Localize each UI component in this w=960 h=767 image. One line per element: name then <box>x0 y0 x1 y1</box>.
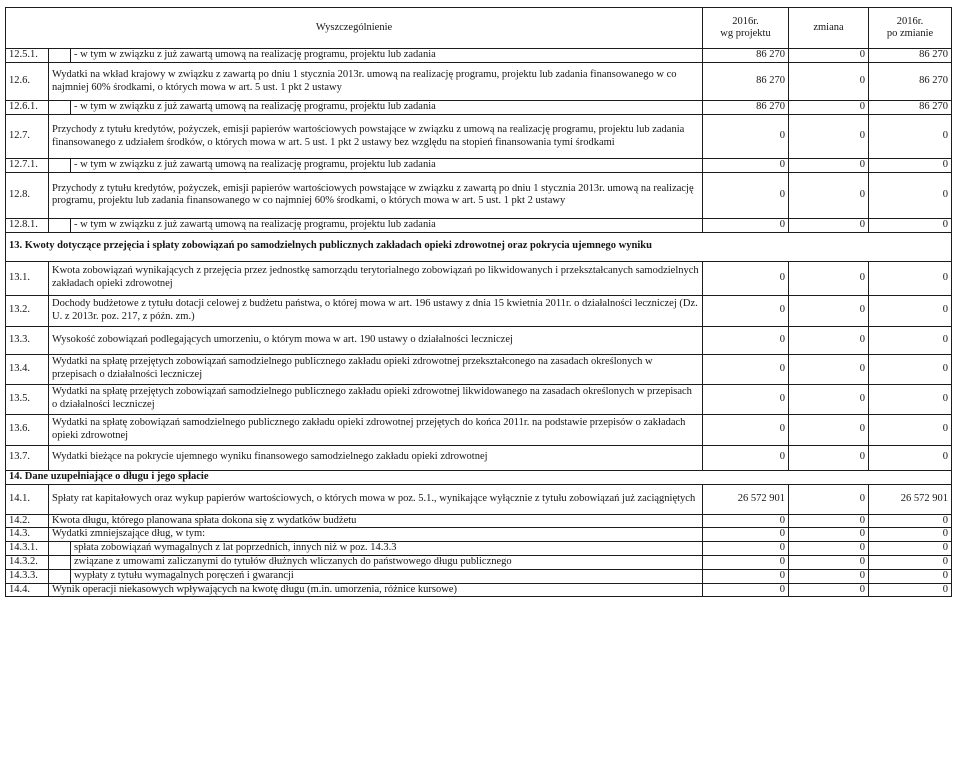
value-after-change: 0 <box>869 326 952 354</box>
section-title: 14. Dane uzupełniające o długu i jego spłacie <box>6 470 952 484</box>
table-row <box>6 569 952 583</box>
value-projected: 0 <box>703 218 789 232</box>
header-row <box>6 8 952 49</box>
value-after-change: 0 <box>869 115 952 159</box>
value-change: 0 <box>789 49 869 63</box>
row-description: - w tym w związku z już zawartą umową na realizację programu, projektu lub zadania <box>71 101 703 115</box>
value-after-change: 0 <box>869 542 952 556</box>
value-projected: 86 270 <box>703 49 789 63</box>
row-description: Wysokość zobowiązań podlegających umorzeniu, o którym mowa w art. 190 ustawy o działalności leczniczej <box>49 326 703 354</box>
table-row <box>6 295 952 326</box>
indent-cell <box>49 555 71 569</box>
row-description: - w tym w związku z już zawartą umową na realizację programu, projektu lub zadania <box>71 49 703 63</box>
value-after-change: 0 <box>869 528 952 542</box>
row-description: - w tym w związku z już zawartą umową na realizację programu, projektu lub zadania <box>71 159 703 173</box>
value-projected: 26 572 901 <box>703 484 789 514</box>
row-description: Wydatki na wkład krajowy w związku z zawartą po dniu 1 stycznia 2013r. umową na realizację programu, projektu lub zadania finansowanego w co najmniej 60% środkami, o których mowa w art. 5 ust. 1 pkt 2 ustawy <box>49 63 703 101</box>
value-after-change: 0 <box>869 261 952 295</box>
value-projected: 86 270 <box>703 101 789 115</box>
indent-cell <box>49 49 71 63</box>
value-change: 0 <box>789 172 869 218</box>
row-number: 14.3.3. <box>6 569 49 583</box>
row-number: 12.8. <box>6 172 49 218</box>
row-description: Przychody z tytułu kredytów, pożyczek, emisji papierów wartościowych powstające w związku z umową na realizację programu, projektu lub zadania finansowanego z udziałem środków, o których mowa w art. 5 ust. 1 pkt 2 ustawy bez względu na stopień finansowania tymi środkami <box>49 115 703 159</box>
row-description: Kwota długu, którego planowana spłata dokona się z wydatków budżetu <box>49 514 703 528</box>
table-row <box>6 414 952 445</box>
value-after-change: 0 <box>869 159 952 173</box>
row-number: 14.3.2. <box>6 555 49 569</box>
value-change: 0 <box>789 514 869 528</box>
row-description: Wydatki na spłatę zobowiązań samodzielnego publicznego zakładu opieki zdrowotnej przejętych do końca 2011r. na podstawie przepisów o zakładach opieki zdrowotnej <box>49 414 703 445</box>
value-after-change: 0 <box>869 445 952 470</box>
row-number: 14.3.1. <box>6 542 49 556</box>
value-projected: 0 <box>703 354 789 384</box>
row-number: 12.7. <box>6 115 49 159</box>
section-header-row <box>6 232 952 261</box>
value-change: 0 <box>789 542 869 556</box>
value-projected: 0 <box>703 528 789 542</box>
value-projected: 0 <box>703 414 789 445</box>
value-change: 0 <box>789 115 869 159</box>
row-description: - w tym w związku z już zawartą umową na realizację programu, projektu lub zadania <box>71 218 703 232</box>
header-change: zmiana <box>789 8 869 49</box>
value-after-change: 86 270 <box>869 63 952 101</box>
value-change: 0 <box>789 445 869 470</box>
indent-cell <box>49 159 71 173</box>
table-row <box>6 115 952 159</box>
value-projected: 0 <box>703 555 789 569</box>
table-row <box>6 384 952 414</box>
value-projected: 0 <box>703 583 789 597</box>
value-after-change: 0 <box>869 295 952 326</box>
row-number: 14.3. <box>6 528 49 542</box>
row-number: 14.4. <box>6 583 49 597</box>
section-header-row <box>6 470 952 484</box>
row-description: Wydatki na spłatę przejętych zobowiązań samodzielnego publicznego zakładu opieki zdrowotnej przekształconego na zasadach określonych w przepisach o działalności leczniczej <box>49 354 703 384</box>
row-number: 13.2. <box>6 295 49 326</box>
value-after-change: 0 <box>869 172 952 218</box>
row-description: Wydatki na spłatę przejętych zobowiązań samodzielnego publicznego zakładu opieki zdrowotnej likwidowanego na zasadach określonych w przepisach o działalności leczniczej <box>49 384 703 414</box>
value-change: 0 <box>789 384 869 414</box>
value-change: 0 <box>789 555 869 569</box>
row-description: Dochody budżetowe z tytułu dotacji celowej z budżetu państwa, o której mowa w art. 196 ustawy z dnia 15 kwietnia 2011r. o działalności leczniczej (Dz. U. z 2013r. poz. 217, z późn. zm.) <box>49 295 703 326</box>
table-row <box>6 555 952 569</box>
row-number: 13.5. <box>6 384 49 414</box>
table-body <box>6 8 952 597</box>
value-after-change: 0 <box>869 384 952 414</box>
row-number: 14.2. <box>6 514 49 528</box>
value-change: 0 <box>789 354 869 384</box>
table-row <box>6 172 952 218</box>
row-number: 12.6. <box>6 63 49 101</box>
row-number: 13.7. <box>6 445 49 470</box>
value-projected: 0 <box>703 384 789 414</box>
value-change: 0 <box>789 159 869 173</box>
value-change: 0 <box>789 101 869 115</box>
value-projected: 0 <box>703 261 789 295</box>
row-number: 12.8.1. <box>6 218 49 232</box>
value-change: 0 <box>789 484 869 514</box>
value-projected: 0 <box>703 115 789 159</box>
row-number: 12.5.1. <box>6 49 49 63</box>
value-projected: 0 <box>703 542 789 556</box>
row-description: wypłaty z tytułu wymagalnych poręczeń i gwarancji <box>71 569 703 583</box>
header-description: Wyszczególnienie <box>6 8 703 49</box>
row-number: 13.6. <box>6 414 49 445</box>
value-after-change: 26 572 901 <box>869 484 952 514</box>
table-row <box>6 542 952 556</box>
table-row <box>6 528 952 542</box>
value-projected: 0 <box>703 159 789 173</box>
row-description: Przychody z tytułu kredytów, pożyczek, emisji papierów wartościowych powstające w związku z zawartą po dniu 1 stycznia 2013r. umową na realizację programu, projektu lub zadania finansowanego w co najmniej 60% środkami, o których mowa w art. 5 ust. 1 pkt 2 ustawy <box>49 172 703 218</box>
value-projected: 0 <box>703 445 789 470</box>
value-change: 0 <box>789 295 869 326</box>
value-after-change: 0 <box>869 583 952 597</box>
budget-table <box>5 7 952 597</box>
table-row <box>6 63 952 101</box>
table-row <box>6 484 952 514</box>
table-row <box>6 354 952 384</box>
row-description: Wydatki bieżące na pokrycie ujemnego wyniku finansowego samodzielnego zakładu opieki zdrowotnej <box>49 445 703 470</box>
row-number: 13.3. <box>6 326 49 354</box>
table-row <box>6 101 952 115</box>
row-number: 12.6.1. <box>6 101 49 115</box>
value-after-change: 86 270 <box>869 49 952 63</box>
row-number: 13.1. <box>6 261 49 295</box>
header-projected: 2016r. wg projektu <box>703 8 789 49</box>
value-projected: 0 <box>703 514 789 528</box>
value-change: 0 <box>789 414 869 445</box>
value-after-change: 86 270 <box>869 101 952 115</box>
value-change: 0 <box>789 528 869 542</box>
table-row <box>6 159 952 173</box>
value-projected: 0 <box>703 569 789 583</box>
indent-cell <box>49 101 71 115</box>
value-after-change: 0 <box>869 354 952 384</box>
row-description: spłata zobowiązań wymagalnych z lat poprzednich, innych niż w poz. 14.3.3 <box>71 542 703 556</box>
value-change: 0 <box>789 218 869 232</box>
table-row <box>6 218 952 232</box>
indent-cell <box>49 569 71 583</box>
value-change: 0 <box>789 569 869 583</box>
value-after-change: 0 <box>869 555 952 569</box>
table-row <box>6 514 952 528</box>
value-after-change: 0 <box>869 569 952 583</box>
row-description: związane z umowami zaliczanymi do tytułów dłużnych wliczanych do państwowego długu publicznego <box>71 555 703 569</box>
value-change: 0 <box>789 261 869 295</box>
row-number: 12.7.1. <box>6 159 49 173</box>
table-row <box>6 326 952 354</box>
header-after-change: 2016r. po zmianie <box>869 8 952 49</box>
section-title: 13. Kwoty dotyczące przejęcia i spłaty zobowiązań po samodzielnych publicznych zakładach opieki zdrowotnej oraz pokrycia ujemnego wyniku <box>6 232 952 261</box>
row-number: 13.4. <box>6 354 49 384</box>
value-projected: 0 <box>703 172 789 218</box>
row-number: 14.1. <box>6 484 49 514</box>
value-projected: 86 270 <box>703 63 789 101</box>
value-change: 0 <box>789 63 869 101</box>
indent-cell <box>49 218 71 232</box>
table-row <box>6 49 952 63</box>
value-after-change: 0 <box>869 514 952 528</box>
value-change: 0 <box>789 326 869 354</box>
table-row <box>6 583 952 597</box>
budget-table-page <box>5 7 951 597</box>
value-projected: 0 <box>703 295 789 326</box>
value-after-change: 0 <box>869 218 952 232</box>
row-description: Spłaty rat kapitałowych oraz wykup papierów wartościowych, o których mowa w poz. 5.1., wynikające wyłącznie z tytułu zobowiązań już zaciągniętych <box>49 484 703 514</box>
row-description: Wynik operacji niekasowych wpływających na kwotę długu (m.in. umorzenia, różnice kursowe) <box>49 583 703 597</box>
table-row <box>6 445 952 470</box>
row-description: Wydatki zmniejszające dług, w tym: <box>49 528 703 542</box>
value-after-change: 0 <box>869 414 952 445</box>
value-change: 0 <box>789 583 869 597</box>
indent-cell <box>49 542 71 556</box>
row-description: Kwota zobowiązań wynikających z przejęcia przez jednostkę samorządu terytorialnego zobowiązań po likwidowanych i przekształcanych samodzielnych zakładach opieki zdrowotnej <box>49 261 703 295</box>
value-projected: 0 <box>703 326 789 354</box>
table-row <box>6 261 952 295</box>
